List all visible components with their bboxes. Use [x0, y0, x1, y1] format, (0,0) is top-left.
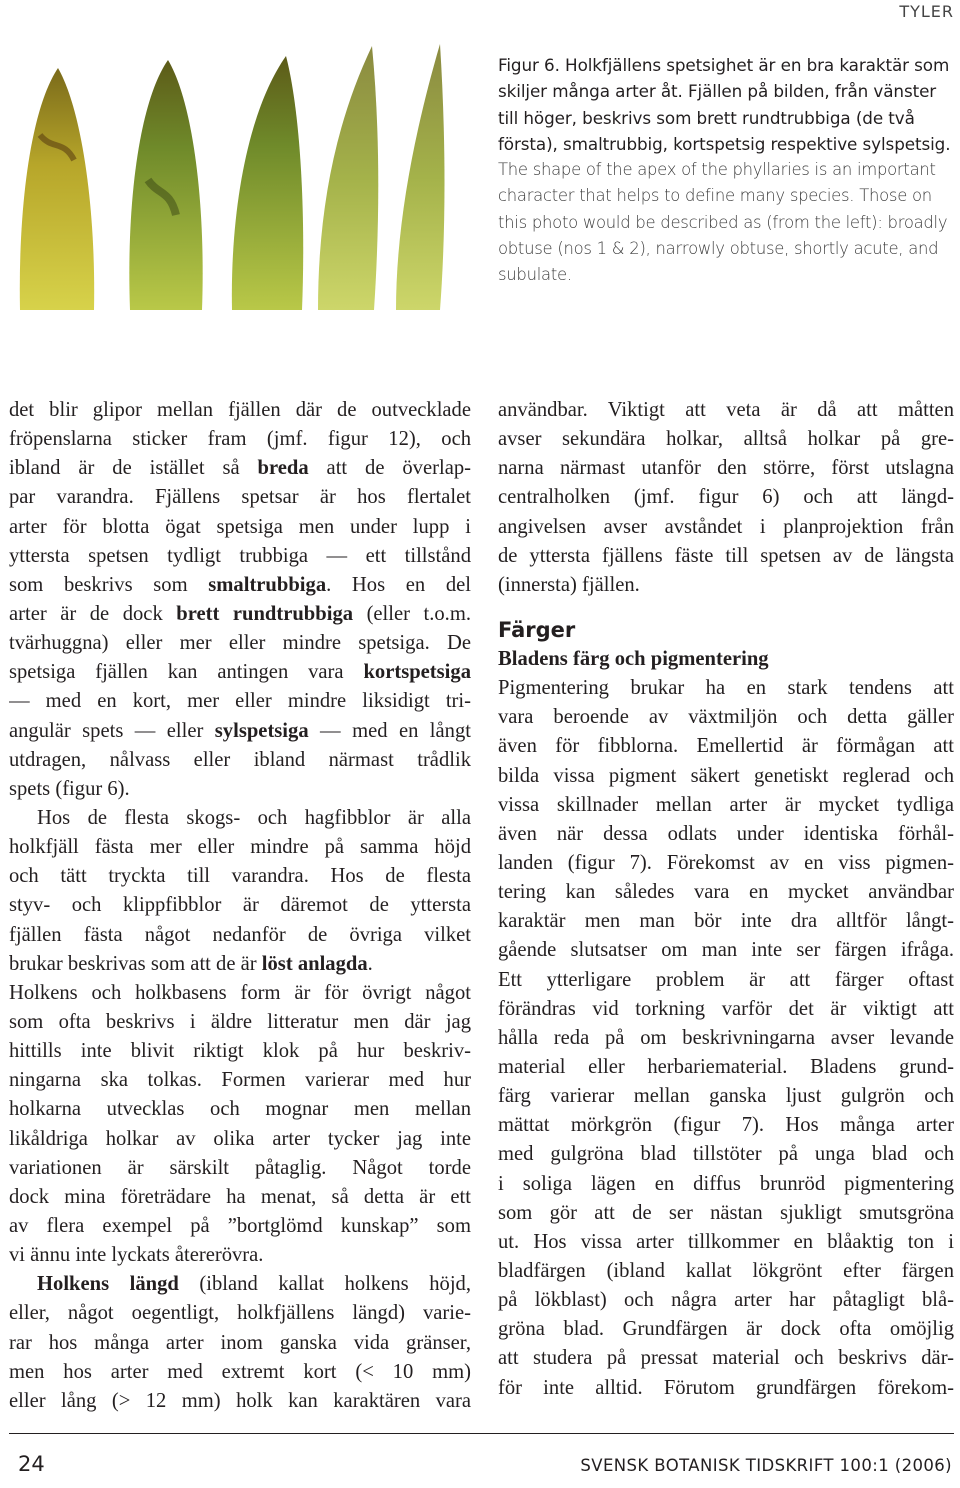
text-line: par varandra. Fjällens spetsar är hos flertalet — [9, 486, 471, 509]
text-line: gående slutsatser om man inte ser färgen ifråga. — [498, 939, 954, 962]
text-line: brukar beskrivas som att de är löst anlagda. — [9, 952, 373, 975]
text-line: på lökblast) och några arter har påtagligt blå- — [498, 1289, 954, 1312]
text-line: utdragen, nålvass eller ibland närmast trådlik — [9, 748, 471, 771]
term-brett-rundtrubbiga: brett rundtrubbiga — [176, 602, 354, 625]
text-line: spets (figur 6). — [9, 777, 130, 800]
text-line: centralholken (jmf. figur 6) och att längd- — [498, 486, 954, 509]
right-column — [498, 396, 954, 1403]
text-line: avser sekundära holkar, alltså holkar på gre- — [498, 428, 954, 451]
term-kortspetsiga: kortspetsiga — [363, 661, 471, 684]
footer-rule — [9, 1433, 954, 1434]
term-sylspetsiga: sylspetsiga — [214, 719, 309, 742]
left-column — [9, 396, 471, 1416]
text-line: färg varierar mellan ganska ljust gulgrön och — [498, 1085, 954, 1108]
text-line: att studera på pressat material och beskrivs där- — [498, 1347, 954, 1370]
text-line: narna närmast utanför den större, först utslagna — [498, 457, 954, 480]
text-line: holkarna utvecklas och mognar men mellan — [9, 1098, 471, 1121]
text-line: fröpenslarna sticker fram (jmf. figur 12), och — [9, 428, 471, 451]
text-line: i soliga lägen en diffus brunröd pigmentering — [498, 1172, 954, 1195]
text-line: yttersta spetsen tydligt trubbiga — ett tillstånd — [9, 544, 471, 567]
phyllaries-photo — [0, 40, 470, 310]
text-line: dock mina företrädare ha menat, så detta är ett — [9, 1185, 471, 1208]
text-line: förändras vid torkning varför det är viktigt att — [498, 997, 954, 1020]
term-lost-anlagda: löst anlagda — [261, 952, 368, 975]
journal-title: SVENSK BOTANISK TIDSKRIFT 100:1 (2006) — [580, 1456, 952, 1475]
text-line: det blir glipor mellan fjällen där de outvecklade — [9, 399, 471, 421]
figure-caption-swedish: Figur 6. Holkfjällens spetsighet är en bra karaktär som skiljer många arter åt. Fjällen på bilden, från vänster till höger, beskrivs som brett rundtrubbiga (de två första), smaltrubbig, kortspetsig respektive sylspetsig. — [498, 55, 951, 154]
text-line: holkfjäll fästa mer eller mindre på samma höjd — [9, 836, 471, 859]
text-line: landen (figur 7). Förekomst av en viss pigmen- — [498, 852, 954, 874]
text-line: eller, något oegentligt, holkfjällens längd) varie- — [9, 1302, 471, 1325]
text-line: Holkens och holkbasens form är för övrigt något — [9, 981, 471, 1004]
figure-caption-english: The shape of the apex of the phyllaries is an important character that helps to define many species. Those on this photo would be described as (from the left): broadly obtuse (nos 1 & 2), narrowly obtuse, shortly acute, and subulate. — [498, 160, 948, 285]
text-line: Ett ytterligare problem är att färger oftast — [498, 968, 954, 991]
text-line: arter är de dock brett rundtrubbiga (eller t.o.m. — [9, 602, 471, 625]
term-smaltrubbiga: smaltrubbiga — [208, 573, 327, 596]
term-breda: breda — [257, 457, 309, 480]
phyllary-1 — [20, 68, 94, 310]
term-holkens-langd: Holkens längd — [37, 1273, 179, 1296]
text-line: ut. Hos vissa arter tillkommer en blåaktig ton i — [498, 1230, 954, 1253]
text-line: (innersta) fjällen. — [498, 573, 640, 596]
text-line: de yttersta fjällens fäste till spetsen av de längsta — [498, 544, 954, 567]
text-line: vissa skillnader mellan arter är mycket tydliga — [498, 793, 954, 816]
text-line: bladfärgen (ibland kallat lökgrönt efter färgen — [498, 1259, 954, 1282]
page-number: 24 — [18, 1452, 45, 1476]
text-line: ningarna ska tolkas. Formen varierar med hur — [9, 1069, 471, 1092]
text-line: men hos arter med extremt kort (< 10 mm) — [9, 1360, 471, 1383]
text-line: angivelsen avser avståndet i planprojektion från — [498, 515, 954, 538]
text-line: för inte alltid. Förutom grundfärgen förekom- — [498, 1376, 954, 1399]
text-line: eller lång (> 12 mm) holk kan karaktären vara — [9, 1389, 471, 1412]
text-line: spetsiga fjällen kan antingen vara kortspetsiga — [9, 661, 471, 684]
text-line: rar hos många arter inom ganska vida gränser, — [9, 1331, 471, 1354]
text-line: styv- och klippfibblor är däremot de yttersta — [9, 894, 471, 917]
section-heading: Färger — [498, 618, 576, 642]
text-line: med gulgröna blad tillstöter på unga blad och — [498, 1143, 954, 1166]
text-line: av flera exempel på ”bortglömd kunskap” som — [9, 1214, 471, 1237]
text-line: likåldriga holkar av olika arter tycker jag inte — [9, 1127, 471, 1150]
text-line: karaktär men man bör inte dra alltför långt- — [498, 910, 954, 933]
text-line: variationen är särskilt påtaglig. Något torde — [9, 1156, 471, 1179]
text-line: mättat mörkgrön (figur 7). Hos många arter — [498, 1114, 954, 1137]
text-line: tering kan således vara en mycket användbar — [498, 881, 954, 904]
text-line: som beskrivs som smaltrubbiga. Hos en del — [9, 573, 471, 596]
phyllary-5 — [396, 44, 445, 310]
text-line: bilda vissa pigment säkert genetiskt reglerad och — [498, 764, 954, 787]
text-line: hålla reda på om beskrivningarna avser levande — [498, 1026, 954, 1049]
text-line: tvärhuggna) eller mer eller mindre spetsiga. De — [9, 632, 471, 655]
running-head: TYLER — [899, 2, 954, 21]
phyllary-4 — [318, 46, 378, 310]
text-line: även när dessa odlats under identiska förhål- — [498, 822, 954, 845]
text-line: Holkens längd (ibland kallat holkens höjd, — [37, 1273, 471, 1296]
text-line: ibland är de istället så breda att de överlap- — [9, 457, 471, 480]
phyllary-3 — [232, 56, 303, 310]
text-line: vi ännu inte lyckats återerövra. — [9, 1244, 264, 1267]
subsection-heading: Bladens färg och pigmentering — [498, 648, 769, 670]
text-line: som gör att de ser nästan sjukligt smutsgröna — [498, 1201, 954, 1224]
text-line: vara beroende av växtmiljön och detta gäller — [498, 706, 954, 729]
figure-caption — [498, 52, 954, 289]
text-line: — med en kort, mer eller mindre liksidigt tri- — [9, 690, 471, 713]
text-line: användbar. Viktigt att veta är då att måtten — [498, 399, 954, 421]
text-line: Pigmentering brukar ha en stark tendens att — [498, 677, 954, 700]
text-line: gröna blad. Grundfärgen är dock ofta omöjlig — [498, 1318, 954, 1341]
text-line: hittills inte blivit riktigt klok på hur beskriv- — [9, 1040, 471, 1063]
text-line: som ofta beskrivs i äldre litteratur men där jag — [9, 1010, 471, 1033]
text-line: fjällen fästa något nedanför de övriga vilket — [9, 923, 471, 946]
text-line: arter för blotta ögat spetsiga men under lupp i — [9, 515, 471, 538]
phyllary-2 — [129, 60, 202, 310]
text-line: angulär spets — eller sylspetsiga — med en långt — [9, 719, 471, 742]
text-line: även för fibblorna. Emellertid är förmågan att — [498, 735, 954, 758]
text-line: Hos de flesta skogs- och hagfibblor är alla — [37, 806, 471, 829]
text-line: och tätt tryckta till varandra. Hos de flesta — [9, 865, 471, 888]
text-line: material eller herbariematerial. Bladens grund- — [498, 1055, 954, 1078]
